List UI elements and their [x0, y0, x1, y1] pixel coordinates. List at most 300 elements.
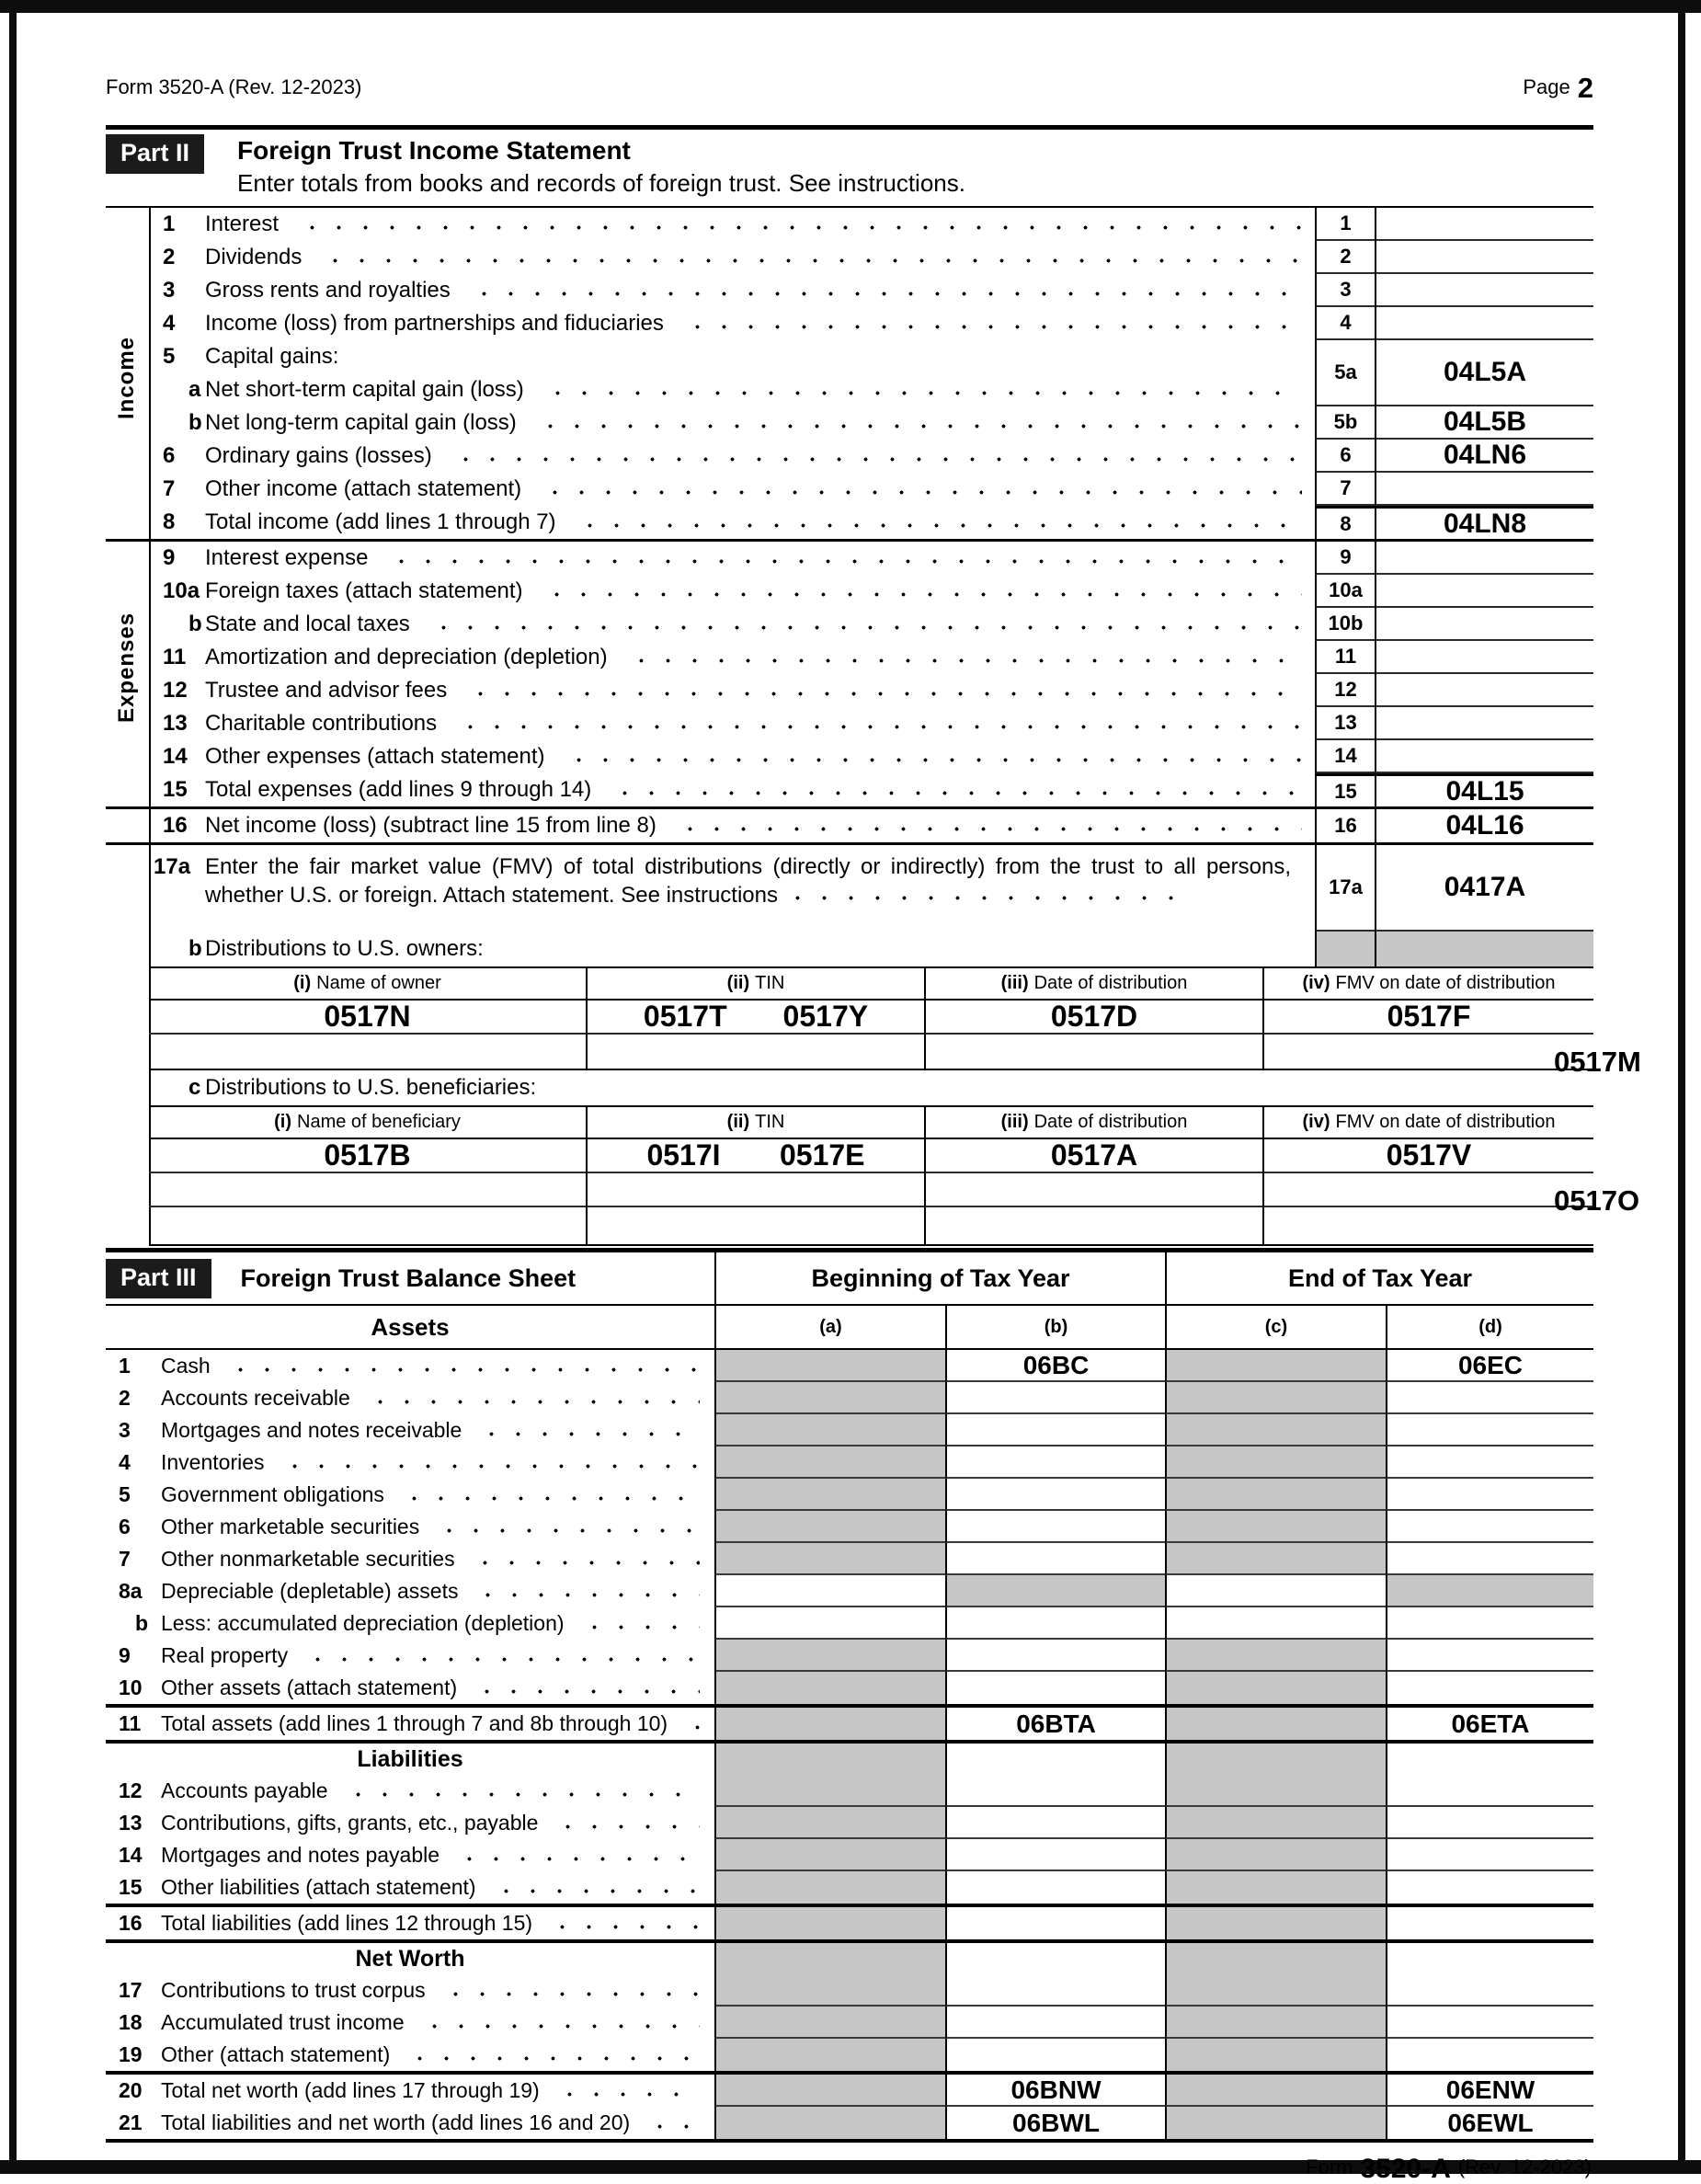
line-label: Accounts receivable — [161, 1386, 350, 1410]
balance-cell-a-line-8a[interactable] — [714, 1575, 945, 1607]
balance-cell-d-line-11[interactable]: 06ETA — [1386, 1708, 1593, 1740]
balance-cell-b-line-3[interactable] — [945, 1414, 1165, 1446]
balance-cell-d-line-8a — [1386, 1575, 1593, 1607]
balance-cell-d-line-5[interactable] — [1386, 1479, 1593, 1511]
line-label-area — [106, 1708, 714, 1740]
balance-cell-a-line-b[interactable] — [714, 1607, 945, 1640]
beneficiary-tin-field[interactable] — [586, 1207, 924, 1244]
balance-cell-a-line-3 — [714, 1414, 945, 1446]
balance-cell-b-line-12[interactable] — [945, 1775, 1165, 1807]
balance-sheet-rows — [106, 1350, 1593, 2143]
balance-cell-c-line-8a[interactable] — [1165, 1575, 1386, 1607]
line-15-value-field[interactable]: 04L15 — [1375, 773, 1593, 806]
dot-leader — [470, 1672, 700, 1704]
line-number: 19 — [119, 2042, 143, 2066]
dot-leader — [540, 575, 1303, 608]
line-label: Contributions, gifts, grants, etc., payable — [161, 1811, 539, 1835]
owner-fmv-field[interactable] — [1262, 1035, 1593, 1069]
line-label: Real property — [161, 1643, 289, 1667]
balance-cell-c-line-10 — [1165, 1672, 1386, 1704]
line-label-area — [106, 1575, 714, 1607]
line-label: Depreciable (depletable) assets — [161, 1579, 459, 1603]
line-17a-value-field[interactable]: 0417A — [1375, 845, 1593, 932]
line-label: Other nonmarketable securities — [161, 1547, 455, 1571]
line-9-value-field[interactable] — [1375, 542, 1593, 575]
balance-line-6-row — [106, 1511, 1593, 1543]
col-i-label: Name of beneficiary — [297, 1112, 461, 1132]
dot-leader — [489, 1871, 700, 1904]
balance-line-1-row — [106, 1350, 1593, 1382]
owner-tin-field[interactable] — [586, 1035, 924, 1069]
balance-cell-a-line-7 — [714, 1543, 945, 1575]
balance-cell-a-line-20 — [714, 2075, 945, 2107]
dot-leader — [427, 608, 1302, 641]
owner-tin-type-code: 0517T — [643, 1000, 727, 1033]
section-header-net-worth — [106, 1943, 1593, 1974]
line-number: 18 — [119, 2010, 143, 2034]
line-5a-value-field[interactable]: 04L5A — [1375, 340, 1593, 406]
line-label: Government obligations — [161, 1482, 384, 1506]
line-label-area — [106, 440, 1315, 473]
col-i-prefix: (i) — [293, 973, 312, 993]
dot-leader — [363, 1382, 700, 1414]
line-15-row — [106, 773, 1593, 809]
line-9-box-number: 9 — [1315, 542, 1375, 575]
line-label-area — [106, 1511, 714, 1543]
line-number: 11 — [163, 645, 187, 669]
balance-cell-b[interactable] — [945, 1943, 1165, 1974]
balance-cell-c-line-14 — [1165, 1839, 1386, 1871]
income-expense-table — [106, 206, 1641, 1246]
beneficiary-name-field[interactable] — [149, 1207, 586, 1244]
line-3-row — [106, 274, 1593, 307]
col-iii-prefix: (iii) — [1000, 1112, 1029, 1132]
line-number: 4 — [163, 311, 176, 336]
balance-cell-c-line-2 — [1165, 1382, 1386, 1414]
balance-cell-b-line-9[interactable] — [945, 1640, 1165, 1672]
line-number: 14 — [163, 744, 188, 769]
line-number: 13 — [163, 711, 188, 736]
line-12-box-number: 12 — [1315, 674, 1375, 707]
balance-line-b-row — [106, 1607, 1593, 1640]
line-number: 8 — [163, 509, 176, 534]
form-id: Form 3520-A (Rev. 12-2023) — [106, 75, 362, 98]
line-label-area — [106, 208, 1315, 241]
balance-line-8a-row — [106, 1575, 1593, 1607]
balance-cell-b-line-19[interactable] — [945, 2039, 1165, 2071]
line-label-area — [106, 340, 1315, 373]
balance-cell-d-line-4[interactable] — [1386, 1446, 1593, 1479]
balance-line-16-row — [106, 1904, 1593, 1943]
balance-cell-a-line-18 — [714, 2007, 945, 2039]
owner-tin-field[interactable] — [586, 1001, 924, 1035]
balance-line-2-row — [106, 1382, 1593, 1414]
balance-cell-b-line-21[interactable]: 06BWL — [945, 2107, 1165, 2139]
balance-cell-c-line-6 — [1165, 1511, 1386, 1543]
balance-line-5-row — [106, 1479, 1593, 1511]
line-8-box-number: 8 — [1315, 506, 1375, 539]
dot-leader — [545, 1907, 700, 1939]
balance-sheet-column-header — [106, 1306, 1593, 1350]
page-number — [1523, 72, 1593, 104]
line-6-value-field[interactable]: 04LN6 — [1375, 440, 1593, 473]
line-label-area — [106, 1871, 714, 1904]
line-1-row — [106, 208, 1593, 241]
col-iv-prefix: (iv) — [1302, 973, 1330, 993]
beneficiary-name-field[interactable] — [149, 1173, 586, 1207]
dot-leader — [680, 1708, 700, 1740]
line-number: 12 — [119, 1778, 143, 1802]
line-11-row — [106, 641, 1593, 674]
balance-cell-b-line-5[interactable] — [945, 1479, 1165, 1511]
balance-cell-b-line-17[interactable] — [945, 1974, 1165, 2007]
shaded-cell — [1315, 932, 1375, 966]
line-10b-box-number: 10b — [1315, 608, 1375, 641]
col-iv-label: FMV on date of distribution — [1335, 1112, 1556, 1132]
line-number: 15 — [119, 1875, 143, 1899]
line-label-area — [106, 809, 1315, 842]
balance-cell-d[interactable] — [1386, 1744, 1593, 1775]
line-1-value-field[interactable] — [1375, 208, 1593, 241]
balance-cell-b-line-4[interactable] — [945, 1446, 1165, 1479]
column-a-header: (a) — [714, 1306, 945, 1348]
line-number: 2 — [163, 245, 176, 269]
balance-line-20-row — [106, 2071, 1593, 2107]
balance-cell-b-line-2[interactable] — [945, 1382, 1165, 1414]
beneficiary-date-field[interactable]: 0517A — [924, 1139, 1262, 1173]
balance-cell-b-line-11[interactable]: 06BTA — [945, 1708, 1165, 1740]
line-label: Other income (attach statement) — [205, 476, 522, 501]
line-label-area — [106, 740, 1315, 773]
beneficiary-date-field[interactable] — [924, 1173, 1262, 1207]
footer-form-label: Form — [1306, 2155, 1353, 2178]
dot-leader — [467, 274, 1302, 307]
balance-cell-c-line-1 — [1165, 1350, 1386, 1382]
line-number: 6 — [119, 1515, 131, 1538]
balance-cell-b-line-18[interactable] — [945, 2007, 1165, 2039]
part3-header — [106, 1248, 1593, 1306]
line-number: 17 — [119, 1978, 143, 2002]
line-16-row — [106, 809, 1593, 845]
line-label-area — [106, 2039, 714, 2071]
dot-leader — [384, 542, 1302, 575]
balance-cell-d-line-7[interactable] — [1386, 1543, 1593, 1575]
income-side-label: Income — [114, 336, 139, 420]
line-17c-label: Distributions to U.S. beneficiaries: — [205, 1075, 537, 1100]
owner-fmv-field[interactable]: 0517F — [1262, 1001, 1593, 1035]
dot-leader — [403, 2039, 700, 2071]
beneficiary-fmv-field[interactable]: 0517V — [1262, 1139, 1593, 1173]
dot-leader — [538, 473, 1302, 506]
balance-cell-c-line-b[interactable] — [1165, 1607, 1386, 1640]
balance-cell-c-line-13 — [1165, 1807, 1386, 1839]
line-label-area — [106, 1479, 714, 1511]
line-label: Total expenses (add lines 9 through 14) — [205, 777, 592, 802]
balance-cell-d-line-1[interactable]: 06EC — [1386, 1350, 1593, 1382]
balance-cell-a-line-16 — [714, 1907, 945, 1939]
balance-cell-b-line-7[interactable] — [945, 1543, 1165, 1575]
beneficiary-fmv-field[interactable] — [1262, 1173, 1593, 1207]
line-label-area — [106, 307, 1315, 340]
balance-cell-d-line-21[interactable]: 06EWL — [1386, 2107, 1593, 2139]
line-5b-value-field[interactable]: 04L5B — [1375, 406, 1593, 440]
line-label: Amortization and depreciation (depletion) — [205, 645, 608, 669]
balance-cell-b-line-10[interactable] — [945, 1672, 1165, 1704]
line-label-area — [106, 1839, 714, 1871]
line-label: Charitable contributions — [205, 711, 438, 736]
line-number: 1 — [163, 212, 176, 236]
dot-leader — [577, 1607, 700, 1640]
line-label-area — [106, 1672, 714, 1704]
line-number: 12 — [163, 678, 188, 703]
line-17c-row — [106, 1070, 1593, 1105]
balance-cell-d-line-10[interactable] — [1386, 1672, 1593, 1704]
line-number: 8a — [119, 1579, 143, 1603]
balance-cell-d-line-17[interactable] — [1386, 1974, 1593, 2007]
dot-leader — [318, 241, 1302, 274]
balance-cell-d-line-18[interactable] — [1386, 2007, 1593, 2039]
balance-cell-d-line-16[interactable] — [1386, 1907, 1593, 1939]
line-7-value-field[interactable] — [1375, 473, 1593, 506]
line-17b-letter: b — [188, 936, 202, 961]
balance-cell-d-line-12[interactable] — [1386, 1775, 1593, 1807]
line-17b-label: Distributions to U.S. owners: — [205, 936, 484, 961]
line-4-value-field[interactable] — [1375, 307, 1593, 340]
balance-cell-b-line-8a — [945, 1575, 1165, 1607]
dot-leader — [784, 891, 1180, 902]
dot-leader — [673, 809, 1302, 842]
line-number: 1 — [119, 1354, 131, 1378]
balance-cell-b-line-14[interactable] — [945, 1839, 1165, 1871]
balance-cell-d-line-14[interactable] — [1386, 1839, 1593, 1871]
line-label-area — [106, 473, 1315, 506]
line-label-area — [106, 1907, 714, 1939]
balance-cell-d-line-9[interactable] — [1386, 1640, 1593, 1672]
line-label: Total liabilities (add lines 12 through 15) — [161, 1911, 533, 1935]
dot-leader — [341, 1775, 700, 1807]
line-label: Dividends — [205, 245, 303, 269]
line-15-box-number: 15 — [1315, 773, 1375, 806]
line-label-area — [106, 575, 1315, 608]
balance-line-19-row — [106, 2039, 1593, 2071]
line-label-area — [106, 641, 1315, 674]
page-header — [106, 66, 1593, 104]
page-footer — [106, 2154, 1593, 2184]
line-13-value-field[interactable] — [1375, 707, 1593, 740]
line-number: 5 — [163, 344, 176, 369]
line-number: 15 — [163, 777, 188, 802]
line-8-row — [106, 506, 1593, 542]
line-8-value-field[interactable]: 04LN8 — [1375, 506, 1593, 539]
balance-line-7-row — [106, 1543, 1593, 1575]
balance-cell-b-line-1[interactable]: 06BC — [945, 1350, 1165, 1382]
line-13-row — [106, 707, 1593, 740]
scan-frame-top — [0, 0, 1701, 13]
line-17a-box-number: 17a — [1315, 845, 1375, 932]
line-number: 10a — [163, 578, 200, 603]
line-16-value-field[interactable]: 04L16 — [1375, 809, 1593, 842]
line-number: 21 — [119, 2110, 143, 2134]
line-2-row — [106, 241, 1593, 274]
balance-line-4-row — [106, 1446, 1593, 1479]
balance-cell-b-line-15[interactable] — [945, 1871, 1165, 1904]
line-1-box-number: 1 — [1315, 208, 1375, 241]
line-2-box-number: 2 — [1315, 241, 1375, 274]
balance-cell-c-line-3 — [1165, 1414, 1386, 1446]
col-iii-label: Date of distribution — [1033, 973, 1188, 993]
col-iv-prefix: (iv) — [1302, 1112, 1330, 1132]
col-iii-label: Date of distribution — [1033, 1112, 1188, 1132]
owner-name-field[interactable] — [149, 1035, 586, 1069]
line-7-box-number: 7 — [1315, 473, 1375, 506]
line-label: Mortgages and notes payable — [161, 1843, 440, 1867]
balance-line-11-row — [106, 1704, 1593, 1744]
line-11-value-field[interactable] — [1375, 641, 1593, 674]
balance-cell-b[interactable] — [945, 1744, 1165, 1775]
balance-cell-d-line-19[interactable] — [1386, 2039, 1593, 2071]
line-5a-box-number: 5a — [1315, 340, 1375, 406]
balance-cell-d-line-13[interactable] — [1386, 1807, 1593, 1839]
line-label-area — [106, 707, 1315, 740]
line-label-area — [106, 373, 1315, 406]
balance-cell-b-line-20[interactable]: 06BNW — [945, 2075, 1165, 2107]
dot-leader — [608, 773, 1302, 806]
line-2-value-field[interactable] — [1375, 241, 1593, 274]
balance-cell-a-line-17 — [714, 1974, 945, 2007]
balance-cell-b-line-b[interactable] — [945, 1607, 1165, 1640]
balance-cell-a — [714, 1943, 945, 1974]
line-label-area — [106, 2075, 714, 2107]
part3-chip: Part III — [106, 1259, 211, 1298]
balance-line-9-row — [106, 1640, 1593, 1672]
line-label: Total assets (add lines 1 through 7 and 8b through 10) — [161, 1711, 668, 1735]
line-10b-value-field[interactable] — [1375, 608, 1593, 641]
dot-leader — [533, 406, 1302, 440]
beginning-of-tax-year-header: Beginning of Tax Year — [714, 1252, 1165, 1304]
owner-date-field[interactable]: 0517D — [924, 1001, 1262, 1035]
line-label: Total liabilities and net worth (add lines 16 and 20) — [161, 2110, 631, 2134]
balance-cell-b-line-16[interactable] — [945, 1907, 1165, 1939]
dot-leader — [680, 307, 1302, 340]
balance-line-12-row — [106, 1775, 1593, 1807]
line-7-row — [106, 473, 1593, 506]
line-10a-box-number: 10a — [1315, 575, 1375, 608]
owner-date-field[interactable] — [924, 1035, 1262, 1069]
line-number: b — [188, 612, 202, 636]
line-5b-row — [106, 406, 1593, 440]
dot-leader — [449, 440, 1302, 473]
line-label-area — [106, 773, 1315, 806]
line-10a-value-field[interactable] — [1375, 575, 1593, 608]
line-label: Cash — [161, 1354, 211, 1378]
line-12-value-field[interactable] — [1375, 674, 1593, 707]
line-label-area — [106, 1640, 714, 1672]
balance-cell-d[interactable] — [1386, 1943, 1593, 1974]
line-number: 9 — [119, 1643, 131, 1667]
beneficiaries-table-header — [149, 1107, 1593, 1139]
scan-frame-right — [1678, 0, 1685, 2174]
line-label: Net income (loss) (subtract line 15 from line 8) — [205, 813, 656, 838]
income-expense-rows — [106, 208, 1593, 845]
section-title: Liabilities — [357, 1745, 463, 1772]
dot-leader — [541, 373, 1302, 406]
balance-cell-a-line-5 — [714, 1479, 945, 1511]
line-10a-row — [106, 575, 1593, 608]
dot-leader — [551, 1807, 700, 1839]
line-label-area — [106, 2107, 714, 2139]
balance-cell-c-line-19 — [1165, 2039, 1386, 2071]
balance-cell-a-line-6 — [714, 1511, 945, 1543]
balance-cell-d-line-15[interactable] — [1386, 1871, 1593, 1904]
line-11-box-number: 11 — [1315, 641, 1375, 674]
beneficiary-tin-field[interactable] — [586, 1173, 924, 1207]
line-label-area — [106, 1974, 714, 2007]
beneficiary-tin-field[interactable] — [586, 1139, 924, 1173]
beneficiary-name-field[interactable]: 0517B — [149, 1139, 586, 1173]
owners-table-data-row — [149, 1001, 1593, 1035]
dot-leader — [452, 1839, 700, 1871]
balance-cell-a — [714, 1744, 945, 1775]
part3-title: Foreign Trust Balance Sheet — [240, 1264, 577, 1292]
line-label: Net long-term capital gain (loss) — [205, 410, 517, 435]
income-line-5-5a — [106, 340, 1593, 406]
balance-cell-b-line-13[interactable] — [945, 1807, 1165, 1839]
balance-cell-d-line-6[interactable] — [1386, 1511, 1593, 1543]
line-label: Trustee and advisor fees — [205, 678, 448, 703]
beneficiaries-table-empty-row — [149, 1207, 1593, 1244]
balance-cell-c-line-7 — [1165, 1543, 1386, 1575]
balance-cell-a-line-14 — [714, 1839, 945, 1871]
owners-table-empty-row — [149, 1035, 1593, 1069]
balance-cell-d-line-2[interactable] — [1386, 1382, 1593, 1414]
line-label-area — [106, 542, 1315, 575]
balance-cell-a-line-4 — [714, 1446, 945, 1479]
line-label: Other marketable securities — [161, 1515, 420, 1538]
line-label: Net short-term capital gain (loss) — [205, 377, 524, 402]
line-number: 4 — [119, 1450, 131, 1474]
owners-distribution-table — [149, 966, 1641, 1078]
line-label: Other liabilities (attach statement) — [161, 1875, 476, 1899]
line-14-value-field[interactable] — [1375, 740, 1593, 773]
line-label-area — [106, 608, 1315, 641]
balance-cell-d-line-3[interactable] — [1386, 1414, 1593, 1446]
beneficiary-date-field[interactable] — [924, 1207, 1262, 1244]
column-b-header: (b) — [945, 1306, 1165, 1348]
line-number: 6 — [163, 443, 176, 468]
balance-cell-a-line-2 — [714, 1382, 945, 1414]
balance-cell-b-line-6[interactable] — [945, 1511, 1165, 1543]
line-3-value-field[interactable] — [1375, 274, 1593, 307]
line-14-box-number: 14 — [1315, 740, 1375, 773]
beneficiary-fmv-field[interactable] — [1262, 1207, 1593, 1244]
line-number: 20 — [119, 2078, 143, 2102]
balance-cell-d-line-20[interactable]: 06ENW — [1386, 2075, 1593, 2107]
line-9-row — [106, 542, 1593, 575]
line-17a-number: 17a — [154, 854, 191, 879]
line-label-area — [106, 1382, 714, 1414]
line-number: 16 — [163, 813, 188, 838]
balance-cell-a-line-12 — [714, 1775, 945, 1807]
owner-name-field[interactable]: 0517N — [149, 1001, 586, 1035]
dot-leader — [468, 1543, 700, 1575]
dot-leader — [624, 641, 1302, 674]
line-label: Accumulated trust income — [161, 2010, 405, 2034]
balance-cell-a-line-19 — [714, 2039, 945, 2071]
balance-cell-d-line-b[interactable] — [1386, 1607, 1593, 1640]
line-label: Capital gains: — [205, 344, 339, 369]
line-4-box-number: 4 — [1315, 307, 1375, 340]
beneficiaries-table-empty-row — [149, 1173, 1593, 1207]
